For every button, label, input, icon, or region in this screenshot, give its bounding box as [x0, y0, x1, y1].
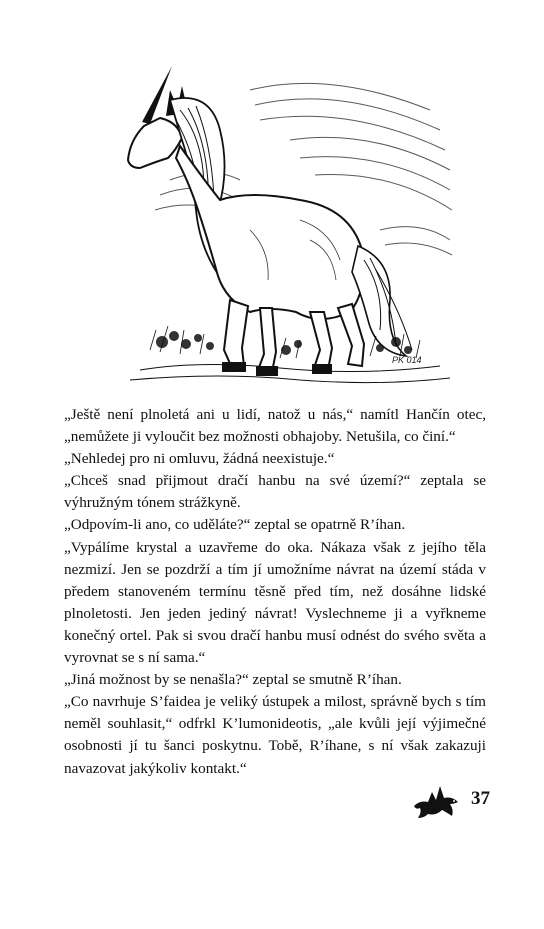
page-footer: [400, 778, 490, 826]
paragraph: „Chceš snad přijmout dračí hanbu na své území?“ zeptala se výhružným tónem strážkyně.: [64, 472, 486, 512]
unicorn-drawing: [100, 50, 460, 390]
paragraph: „Nehledej pro ni omluvu, žádná neexistuje.“: [64, 450, 335, 468]
dragon-icon: [410, 778, 462, 822]
unicorn-illustration: [100, 50, 460, 390]
paragraph: „Odpovím-li ano, co uděláte?“ zeptal se opatrně R’íhan.: [64, 516, 406, 534]
paragraph: „Vypálíme krystal a uzavřeme do oka. Nákaza však z jejího těla nezmizí. Jen se pozdrží a tím jí umožníme návrat na území stáda v předem stanoveném termínu těsně před tím, než dosáhne lidské plnoletosti. Jen jeden jediný návrat! Vyslechneme ji a vyřkneme konečný ortel. Pak si svou dračí hanbu musí odnést do svého světa a vyrovnat se s ní sama.“: [64, 538, 486, 667]
paragraph: „Ještě není plnoletá ani u lidí, natož u nás,“ namítl Hančín otec, „nemůžete ji vyloučit bez možnosti obhajoby. Netušila, co činí.“: [64, 406, 486, 446]
artist-signature: PK 014: [392, 355, 422, 365]
page-number: 37: [471, 788, 490, 809]
body-text: [64, 404, 486, 780]
paragraph: „Co navrhuje S’faidea je veliký ústupek a milost, správně bych s tím neměl souhlasit,“ odfrkl K’lumonideotis, „ale kvůli její výjimečné osobnosti jí tu šanci poskytnu. Tobě, R’íhane, s ní však zakazuji navazovat jakýkoliv kontakt.“: [64, 693, 486, 777]
paragraph: „Jiná možnost by se nenašla?“ zeptal se smutně R’íhan.: [64, 671, 402, 689]
